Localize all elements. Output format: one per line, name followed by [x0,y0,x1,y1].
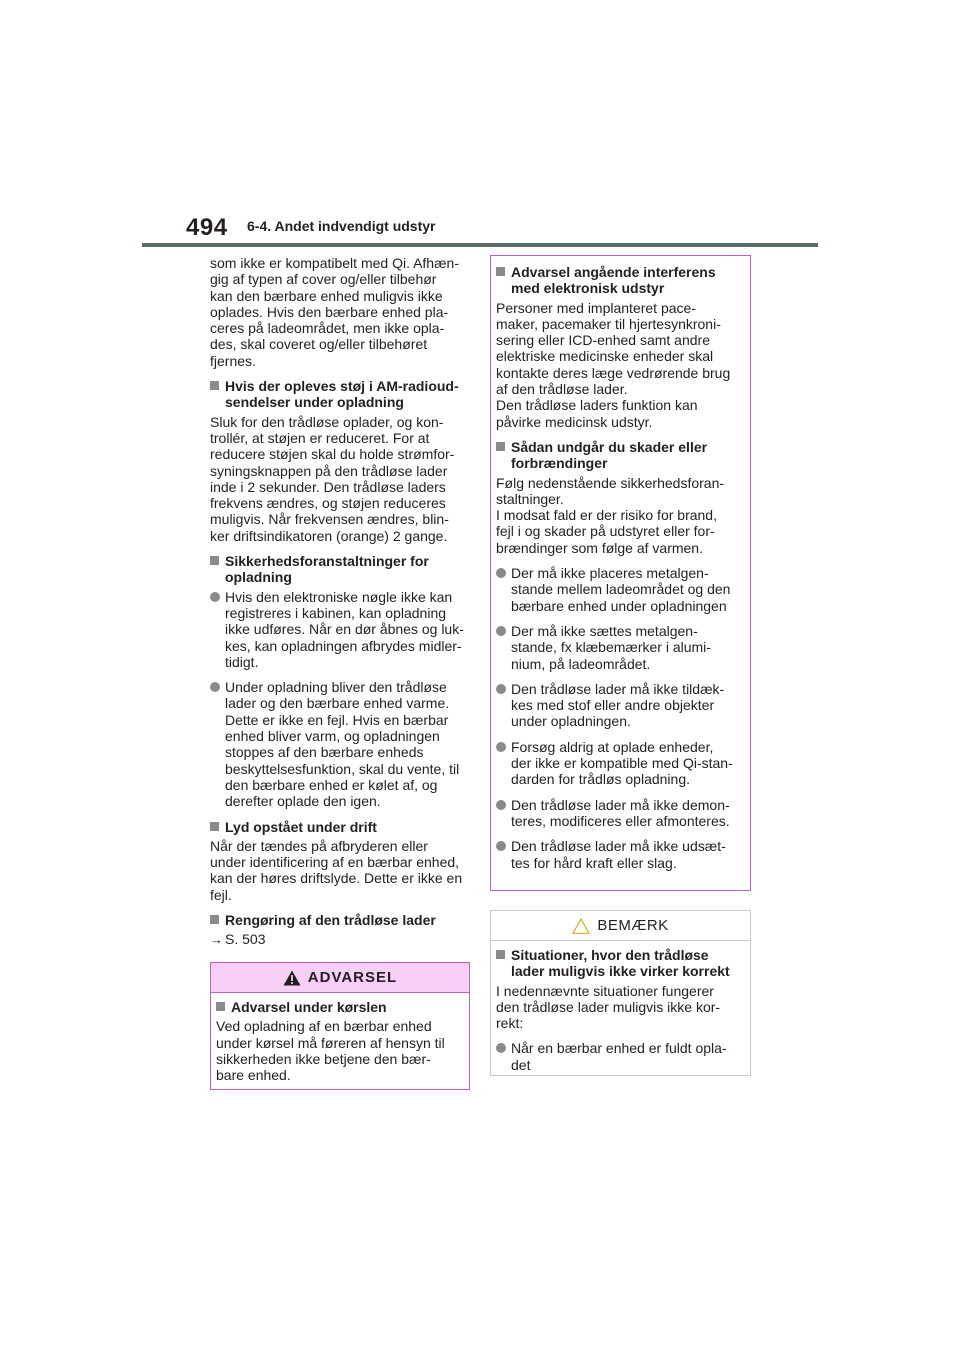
section-title: 6-4. Andet indvendigt udstyr [247,218,436,234]
square-bullet-icon [216,1002,225,1011]
square-bullet-icon [210,556,219,565]
warning-title: ADVARSEL [211,963,469,993]
circle-bullet-icon [210,592,220,602]
square-bullet-icon [210,822,219,831]
warning-continuation-box [490,255,751,891]
intro-paragraph: som ikke er kompatibelt med Qi. Afhæn- gig af typen af cover og/eller tilbehør kan den bærbare enhed muligvis ikke oplades. Hvis den bærbare enhed pla- ceres på ladeområdet, men ikke opla- des, skal coveret og/eller tilbehøret fjernes. [210,255,459,369]
am-noise-heading: Hvis der opleves støj i AM-radioud- sendelser under opladning [210,378,468,411]
square-bullet-icon [496,267,505,276]
square-bullet-icon [496,950,505,959]
notice-triangle-icon [572,918,590,934]
driving-warning-heading: Advarsel under kørslen [216,999,464,1015]
circle-bullet-icon [496,742,506,752]
notice-heading: Situationer, hvor den trådløse lader muligvis ikke virker korrekt [496,947,745,980]
interference-text: Personer med implanteret pace- maker, pacemaker til hjertesynkroni- sering eller ICD-enhed samt andre elektriske medicinske enheder skal kontakte deres læge vedrørende brug af den trådløse lader. Den trådløse laders funktion kan påvirke medicinsk udstyr. [496,299,731,430]
interference-heading: Advarsel angående interferens med elektronisk udstyr [496,264,745,297]
page-reference-link[interactable]: S. 503 [225,931,266,948]
damage-text: Følg nedenstående sikkerhedsforan- staltninger. I modsat fald er der risiko for brand, fejl i og skader på udstyret eller for- brændinger som følge af varmen. [496,474,725,556]
square-bullet-icon [496,442,505,451]
circle-bullet-icon [496,841,506,851]
notice-text: I nedennævnte situationer fungerer den trådløse lader muligvis ikke kor- rekt: [496,982,721,1032]
circle-bullet-icon [496,1043,506,1053]
list-item: Hvis den elektroniske nøgle ikke kan registreres i kabinen, kan opladning ikke udføres. Når en dør åbnes og luk- kes, kan opladningen afbrydes midler- tidigt. [210,589,468,670]
page-reference[interactable] [210,931,468,948]
damage-heading: Sådan undgår du skader eller forbrændinger [496,439,745,472]
square-bullet-icon [210,915,219,924]
list-item: Der må ikke placeres metalgen- stande mellem ladeområdet og den bærbare enhed under opladningen [496,565,745,614]
list-item: Den trådløse lader må ikke udsæt- tes for hård kraft eller slag. [496,838,745,871]
left-column [210,255,468,958]
list-item: Under opladning bliver den trådløse lader og den bærbare enhed varme. Dette er ikke en fejl. Hvis en bærbar enhed bliver varm, og opladningen stoppes af den bærbare enheds beskyttelsesfunktion, skal du vente, til den bærbare enhed er kølet af, og derefter oplade den igen. [210,679,468,809]
circle-bullet-icon [496,684,506,694]
sound-heading: Lyd opstået under drift [210,819,468,835]
circle-bullet-icon [496,568,506,578]
list-item: Den trådløse lader må ikke tildæk- kes med stof eller andre objekter under opladningen. [496,681,745,730]
square-bullet-icon [210,381,219,390]
list-item: Når en bærbar enhed er fuldt opla- det [496,1040,745,1073]
cleaning-heading: Rengøring af den trådløse lader [210,912,468,928]
safety-heading: Sikkerhedsforanstaltninger for opladning [210,553,468,586]
sound-text: Når der tændes på afbryderen eller under identificering af en bærbar enhed, kan der høres driftslyde. Dette er ikke en fejl. [210,837,463,903]
header-rule [142,243,818,247]
notice-box [490,910,751,1076]
page-number: 494 [186,214,228,241]
notice-title: BEMÆRK [491,911,750,941]
warning-box [210,962,470,1090]
list-item: Der må ikke sættes metalgen- stande, fx klæbemærker i alumi- nium, på ladeområdet. [496,623,745,672]
circle-bullet-icon [496,626,506,636]
list-item: Forsøg aldrig at oplade enheder, der ikke er kompatible med Qi-stan- darden for trådløs opladning. [496,739,745,788]
arrow-right-icon: → [210,932,223,948]
am-noise-text: Sluk for den trådløse oplader, og kon- trollér, at støjen er reduceret. For at reducere støjen skal du holde strømfor- syningsknappen på den trådløse lader inde i 2 sekunder. Den trådløse laders frekvens ændres, og støjen reduceres muligvis. Når frekvensen ændres, blin- ker driftsindikatoren (orange) 2 gange. [210,413,455,544]
circle-bullet-icon [210,682,220,692]
driving-warning-text: Ved opladning af en bærbar enhed under kørsel må føreren af hensyn til sikkerheden ikke betjene den bær- bare enhed. [216,1018,445,1084]
circle-bullet-icon [496,800,506,810]
warning-triangle-icon [283,970,301,986]
list-item: Den trådløse lader må ikke demon- teres, modificeres eller afmonteres. [496,797,745,830]
